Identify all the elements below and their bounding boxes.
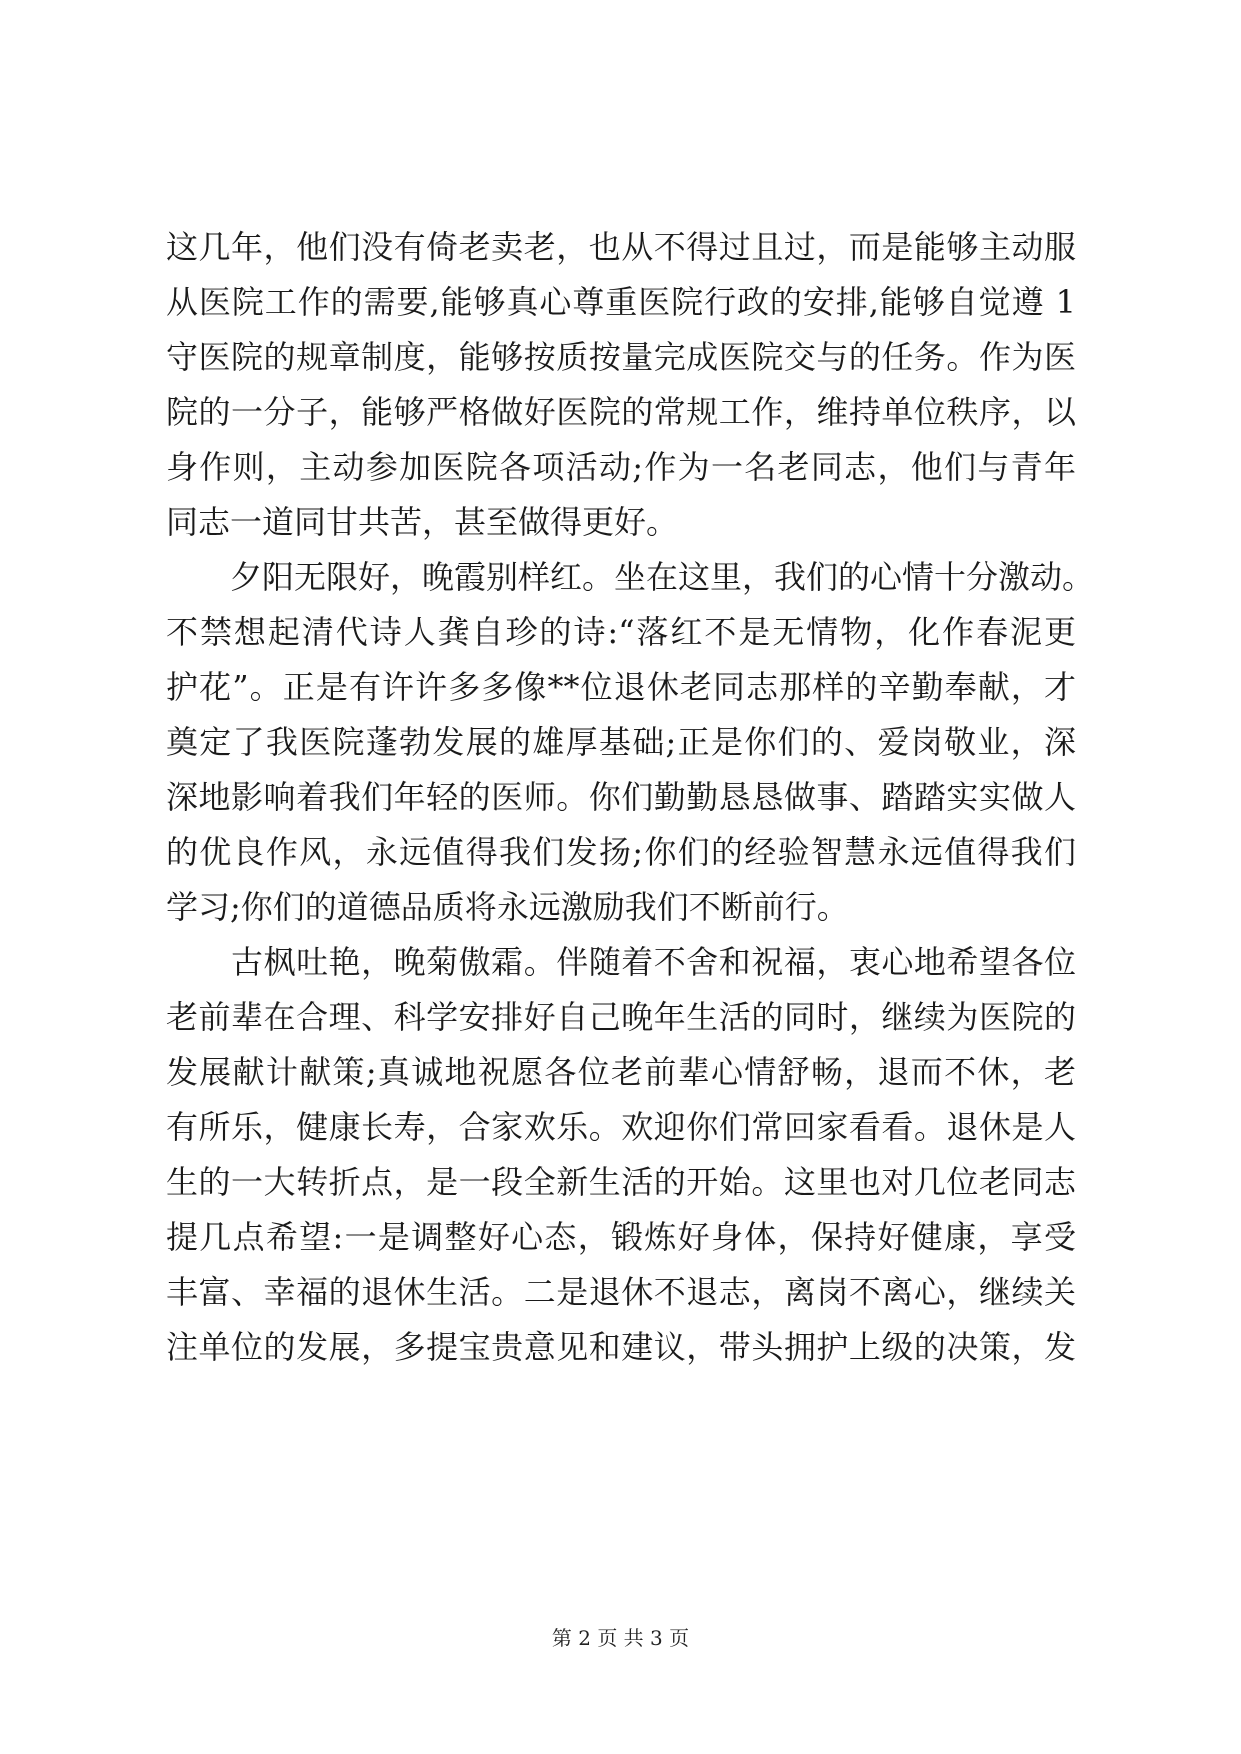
- text-line: 从医院工作的需要,能够真心尊重医院行政的安排,能够自觉遵 1: [166, 283, 1076, 321]
- text-line: 护花”。正是有许许多多像**位退休老同志那样的辛勤奉献，才: [166, 668, 1076, 706]
- text-line: 注单位的发展，多提宝贵意见和建议，带头拥护上级的决策，发: [166, 1328, 1076, 1366]
- text-line: 深地影响着我们年轻的医师。你们勤勤恳恳做事、踏踏实实做人: [166, 778, 1076, 816]
- text-line: 守医院的规章制度，能够按质按量完成医院交与的任务。作为医: [166, 338, 1076, 376]
- text-line: 这几年，他们没有倚老卖老，也从不得过且过，而是能够主动服: [166, 228, 1076, 266]
- text-line: 奠定了我医院蓬勃发展的雄厚基础;正是你们的、爱岗敬业，深: [166, 723, 1076, 761]
- document-body: [166, 228, 1095, 1384]
- page-footer: 第 2 页 共 3 页: [551, 1626, 690, 1650]
- text-line: 身作则，主动参加医院各项活动;作为一名老同志，他们与青年: [166, 448, 1076, 486]
- text-line: 生的一大转折点，是一段全新生活的开始。这里也对几位老同志: [166, 1163, 1076, 1201]
- text-line: 提几点希望:一是调整好心态，锻炼好身体，保持好健康，享受: [166, 1218, 1076, 1256]
- text-line: 发展献计献策;真诚地祝愿各位老前辈心情舒畅，退而不休，老: [166, 1053, 1076, 1091]
- text-line: 的优良作风，永远值得我们发扬;你们的经验智慧永远值得我们: [166, 833, 1076, 871]
- text-line: 老前辈在合理、科学安排好自己晚年生活的同时，继续为医院的: [166, 998, 1076, 1036]
- text-line: 学习;你们的道德品质将永远激励我们不断前行。: [166, 888, 849, 926]
- text-line: 古枫吐艳，晚菊傲霜。伴随着不舍和祝福，衷心地希望各位: [166, 943, 1076, 981]
- text-line: 院的一分子，能够严格做好医院的常规工作，维持单位秩序，以: [166, 393, 1076, 431]
- text-line: 夕阳无限好，晚霞别样红。坐在这里，我们的心情十分激动。: [166, 558, 1095, 596]
- text-line: 有所乐，健康长寿，合家欢乐。欢迎你们常回家看看。退休是人: [166, 1108, 1076, 1146]
- text-line: 丰富、幸福的退休生活。二是退休不退志，离岗不离心，继续关: [166, 1273, 1076, 1311]
- text-line: 同志一道同甘共苦，甚至做得更好。: [166, 503, 679, 541]
- text-line: 不禁想起清代诗人龚自珍的诗:“落红不是无情物，化作春泥更: [166, 613, 1076, 651]
